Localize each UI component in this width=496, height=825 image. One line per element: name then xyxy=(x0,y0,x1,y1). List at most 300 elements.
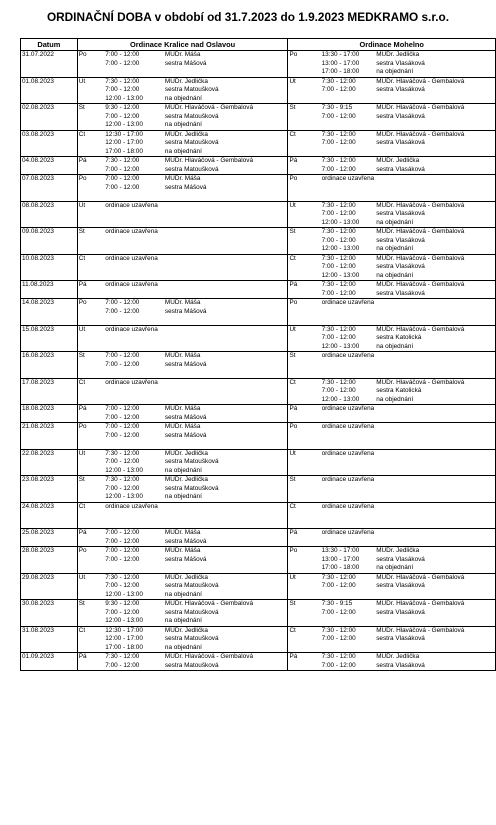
date-cell-line: 01.08.2023 xyxy=(22,77,54,85)
mohelno-staff-cell-line: sestra Vlasáková xyxy=(376,582,425,589)
mohelno-time-cell-line: ordinace uzavřena xyxy=(321,449,375,457)
kralice-staff-cell-line: sestra Mášová xyxy=(164,413,207,421)
kralice-staff-cell-line: sestra Matoušková xyxy=(164,582,219,589)
kralice-time-cell-line: 12:00 - 13:00 xyxy=(105,590,143,598)
mohelno-staff-cell xyxy=(375,573,495,600)
mohelno-time-cell xyxy=(321,201,376,228)
date-cell-line: 08.08.2023 xyxy=(22,201,54,209)
mohelno-time-cell-line: 12:00 - 13:00 xyxy=(321,342,360,350)
date-cell-line: 23.08.2023 xyxy=(22,476,54,483)
date-cell xyxy=(21,405,78,423)
mohelno-day-cell-line: Čt xyxy=(289,626,296,634)
mohelno-staff-cell-line: sestra Vlasáková xyxy=(376,263,425,270)
kralice-staff-cell-line: MUDr. Hlaváčová - Gembalová xyxy=(164,157,253,164)
kralice-time-cell-line: 7:00 - 12:00 xyxy=(105,458,140,465)
kralice-time-cell xyxy=(104,201,164,228)
mohelno-staff-cell-line xyxy=(376,405,494,414)
mohelno-staff-cell-line: MUDr. Hlaváčová - Gembalová xyxy=(376,281,465,288)
date-cell-line: 30.08.2023 xyxy=(22,600,54,607)
kralice-staff-cell-line: MUDr. Máša xyxy=(164,299,201,306)
kralice-time-cell xyxy=(104,104,164,131)
kralice-day-cell xyxy=(77,626,104,653)
kralice-time-cell-line: 7:00 - 12:00 xyxy=(105,537,140,545)
table-row xyxy=(21,547,496,574)
kralice-staff-cell xyxy=(164,405,288,423)
mohelno-staff-cell xyxy=(375,201,495,228)
table-row xyxy=(21,201,496,228)
mohelno-day-cell-line: Pá xyxy=(289,405,298,412)
kralice-day-cell xyxy=(77,281,104,299)
mohelno-staff-cell-line: sestra Vlasáková xyxy=(376,112,425,120)
mohelno-time-cell-line: 12:00 - 13:00 xyxy=(321,271,360,279)
kralice-time-cell-line: 7:00 - 12:00 xyxy=(105,59,140,67)
mohelno-staff-cell xyxy=(375,281,495,299)
mohelno-day-cell-line: St xyxy=(289,228,296,235)
table-row xyxy=(21,600,496,627)
kralice-day-cell-line: Čt xyxy=(78,130,86,138)
kralice-time-cell-line: 7:00 - 12:00 xyxy=(105,112,140,120)
kralice-time-cell xyxy=(104,228,164,255)
mohelno-time-cell-line: 7:30 - 12:00 xyxy=(321,325,356,333)
mohelno-staff-cell-line: sestra Vlasáková xyxy=(376,635,425,642)
kralice-time-cell xyxy=(104,476,164,503)
mohelno-day-cell-line: Čt xyxy=(289,378,296,386)
kralice-day-cell-line: St xyxy=(78,476,85,483)
mohelno-time-cell-line: 13:30 - 17:00 xyxy=(321,547,360,554)
mohelno-staff-cell-line: na objednání xyxy=(376,271,414,279)
mohelno-day-cell-line: Čt xyxy=(289,502,296,510)
mohelno-time-cell-line: ordinace uzavřena xyxy=(321,299,375,306)
kralice-staff-cell xyxy=(164,529,288,547)
kralice-day-cell-line: Čt xyxy=(78,254,86,262)
date-cell-line: 11.08.2023 xyxy=(22,281,54,288)
mohelno-time-cell-line: 7:00 - 12:00 xyxy=(321,139,356,146)
kralice-time-cell-line: 12:00 - 13:00 xyxy=(105,466,143,474)
table-row xyxy=(21,378,496,405)
kralice-staff-cell xyxy=(164,51,288,78)
mohelno-time-cell-line: 7:30 - 12:00 xyxy=(321,653,356,660)
kralice-day-cell xyxy=(77,529,104,547)
mohelno-staff-cell-line: MUDr. Hlaváčová - Gembalová xyxy=(376,378,465,386)
kralice-time-cell xyxy=(104,529,164,547)
mohelno-staff-cell xyxy=(375,299,495,326)
table-row xyxy=(21,51,496,78)
date-cell xyxy=(21,423,78,450)
date-cell xyxy=(21,352,78,379)
mohelno-day-cell-line: Út xyxy=(289,573,296,581)
kralice-day-cell-line: Pá xyxy=(78,653,87,660)
kralice-day-cell xyxy=(77,423,104,450)
kralice-day-cell-line: Po xyxy=(78,51,87,58)
date-cell-line: 29.08.2023 xyxy=(22,573,54,581)
kralice-day-cell xyxy=(77,130,104,157)
kralice-time-cell xyxy=(104,405,164,423)
mohelno-staff-cell-line: MUDr. Hlaváčová - Gembalová xyxy=(376,573,465,581)
kralice-staff-cell-line: MUDr. Máša xyxy=(164,529,201,536)
kralice-staff-cell-line: MUDr. Jedlička xyxy=(164,573,208,581)
kralice-staff-cell-line: na objednání xyxy=(164,643,202,651)
kralice-staff-cell xyxy=(164,502,288,529)
kralice-time-cell-line: 7:00 - 12:00 xyxy=(105,165,140,173)
kralice-staff-cell xyxy=(164,175,288,202)
mohelno-day-cell xyxy=(288,130,321,157)
schedule-body xyxy=(21,51,496,671)
kralice-time-cell-line: 7:00 - 12:00 xyxy=(105,555,140,563)
mohelno-time-cell xyxy=(321,626,376,653)
kralice-staff-cell-line: MUDr. Jedlička xyxy=(164,476,208,483)
date-cell xyxy=(21,201,78,228)
date-cell-line: 10.08.2023 xyxy=(22,254,54,262)
mohelno-staff-cell xyxy=(375,352,495,379)
kralice-day-cell xyxy=(77,325,104,352)
mohelno-staff-cell-line: sestra Vlasáková xyxy=(376,661,425,669)
mohelno-day-cell xyxy=(288,104,321,131)
kralice-time-cell-line: 7:00 - 12:00 xyxy=(105,484,140,492)
mohelno-staff-cell-line: na objednání xyxy=(376,564,414,571)
kralice-day-cell xyxy=(77,77,104,104)
kralice-staff-cell-line: sestra Matoušková xyxy=(164,608,219,616)
kralice-staff-cell xyxy=(164,378,288,405)
table-row xyxy=(21,529,496,547)
kralice-staff-cell-line: na objednání xyxy=(164,617,202,624)
mohelno-day-cell xyxy=(288,201,321,228)
kralice-day-cell-line: Út xyxy=(78,325,86,333)
table-row xyxy=(21,281,496,299)
mohelno-time-cell xyxy=(321,547,376,574)
mohelno-time-cell xyxy=(321,529,376,547)
mohelno-day-cell-line: Po xyxy=(289,423,298,430)
date-cell xyxy=(21,254,78,281)
mohelno-time-cell-line: 7:30 - 12:00 xyxy=(321,626,356,634)
mohelno-time-cell-line: 12:00 - 13:00 xyxy=(321,218,360,226)
mohelno-time-cell xyxy=(321,157,376,175)
date-cell-line: 07.08.2023 xyxy=(22,175,54,182)
kralice-staff-cell xyxy=(164,254,288,281)
mohelno-time-cell xyxy=(321,130,376,157)
mohelno-day-cell xyxy=(288,51,321,78)
kralice-time-cell-line: ordinace uzavřena xyxy=(105,502,158,510)
kralice-time-cell xyxy=(104,626,164,653)
mohelno-day-cell xyxy=(288,600,321,627)
table-row xyxy=(21,423,496,450)
mohelno-staff-cell xyxy=(375,104,495,131)
kralice-staff-cell-line: sestra Mášová xyxy=(164,183,207,191)
kralice-day-cell-line: St xyxy=(78,352,85,359)
mohelno-staff-cell xyxy=(375,653,495,671)
kralice-staff-cell-line xyxy=(165,326,287,335)
mohelno-time-cell-line: 7:30 - 12:00 xyxy=(321,157,356,164)
mohelno-day-cell-line: Pá xyxy=(289,529,298,536)
mohelno-time-cell-line: 7:00 - 12:00 xyxy=(321,236,356,244)
kralice-staff-cell-line: sestra Mášová xyxy=(164,360,207,368)
mohelno-staff-cell xyxy=(375,502,495,529)
mohelno-time-cell-line: 13:30 - 17:00 xyxy=(321,51,360,58)
mohelno-staff-cell-line: MUDr. Jedlička xyxy=(376,51,420,58)
mohelno-day-cell-line: St xyxy=(289,352,296,359)
kralice-day-cell xyxy=(77,228,104,255)
mohelno-day-cell xyxy=(288,405,321,423)
mohelno-staff-cell-line: sestra Vlasáková xyxy=(376,555,425,563)
kralice-staff-cell-line: MUDr. Máša xyxy=(164,352,201,359)
kralice-time-cell-line: 9:30 - 12:00 xyxy=(105,104,140,111)
mohelno-staff-cell xyxy=(375,600,495,627)
kralice-staff-cell-line: MUDr. Máša xyxy=(164,405,201,412)
mohelno-day-cell xyxy=(288,378,321,405)
mohelno-staff-cell-line xyxy=(376,503,494,512)
mohelno-staff-cell xyxy=(375,378,495,405)
mohelno-day-cell xyxy=(288,325,321,352)
kralice-staff-cell xyxy=(164,228,288,255)
mohelno-staff-cell-line xyxy=(376,175,494,184)
kralice-staff-cell xyxy=(164,352,288,379)
kralice-day-cell xyxy=(77,299,104,326)
table-row xyxy=(21,449,496,476)
kralice-staff-cell-line xyxy=(165,255,287,264)
kralice-time-cell-line: 7:00 - 12:00 xyxy=(105,547,140,554)
mohelno-staff-cell-line xyxy=(376,529,494,538)
kralice-day-cell xyxy=(77,175,104,202)
mohelno-staff-cell-line: MUDr. Hlaváčová - Gembalová xyxy=(376,600,465,607)
kralice-day-cell-line: Út xyxy=(78,77,86,85)
mohelno-time-cell-line: 7:00 - 12:00 xyxy=(321,387,356,394)
mohelno-day-cell xyxy=(288,254,321,281)
mohelno-time-cell-line: 7:30 - 12:00 xyxy=(321,228,356,235)
kralice-staff-cell xyxy=(164,653,288,671)
mohelno-day-cell-line: Út xyxy=(289,77,296,85)
kralice-staff-cell-line: sestra Matoušková xyxy=(164,139,219,146)
kralice-day-cell-line: Čt xyxy=(78,378,86,386)
kralice-time-cell-line: 12:00 - 13:00 xyxy=(105,121,143,128)
date-cell xyxy=(21,626,78,653)
kralice-time-cell xyxy=(104,254,164,281)
header-kralice: Ordinace Kralice nad Oslavou xyxy=(77,39,288,51)
date-cell xyxy=(21,502,78,529)
table-row xyxy=(21,228,496,255)
mohelno-day-cell xyxy=(288,228,321,255)
kralice-time-cell-line: 9:30 - 12:00 xyxy=(105,600,140,607)
kralice-day-cell xyxy=(77,653,104,671)
kralice-day-cell-line: Pá xyxy=(78,529,87,536)
mohelno-staff-cell-line xyxy=(376,352,494,361)
date-cell-line: 14.08.2023 xyxy=(22,299,54,306)
mohelno-staff-cell xyxy=(375,51,495,78)
mohelno-day-cell-line: St xyxy=(289,600,296,607)
kralice-time-cell xyxy=(104,653,164,671)
mohelno-staff-cell-line: sestra Vlasáková xyxy=(376,608,425,616)
date-cell-line: 09.08.2023 xyxy=(22,228,54,235)
mohelno-staff-cell-line: sestra Katolická xyxy=(376,334,422,341)
kralice-time-cell-line: ordinace uzavřena xyxy=(105,201,158,209)
mohelno-time-cell-line: 12:00 - 13:00 xyxy=(321,245,360,252)
kralice-time-cell-line: 7:00 - 12:00 xyxy=(105,661,140,669)
kralice-day-cell xyxy=(77,502,104,529)
mohelno-time-cell xyxy=(321,51,376,78)
kralice-time-cell-line: 7:30 - 12:00 xyxy=(105,157,140,164)
kralice-staff-cell-line: na objednání xyxy=(164,121,202,128)
mohelno-staff-cell-line xyxy=(376,450,494,459)
mohelno-time-cell xyxy=(321,77,376,104)
date-cell-line: 18.08.2023 xyxy=(22,405,54,412)
kralice-time-cell-line: 7:30 - 12:00 xyxy=(105,77,140,85)
kralice-day-cell-line: Pá xyxy=(78,405,87,412)
date-cell-line: 25.08.2023 xyxy=(22,529,54,536)
kralice-day-cell xyxy=(77,573,104,600)
kralice-staff-cell xyxy=(164,449,288,476)
kralice-staff-cell-line: MUDr. Jedlička xyxy=(164,77,208,85)
kralice-time-cell-line: 7:30 - 12:00 xyxy=(105,573,140,581)
kralice-staff-cell-line xyxy=(165,281,287,290)
mohelno-time-cell xyxy=(321,405,376,423)
kralice-time-cell-line: ordinace uzavřena xyxy=(105,378,158,386)
mohelno-day-cell-line: Pá xyxy=(289,653,298,660)
mohelno-day-cell-line: Út xyxy=(289,449,296,457)
kralice-day-cell xyxy=(77,476,104,503)
date-cell-line: 16.08.2023 xyxy=(22,352,54,359)
kralice-day-cell xyxy=(77,449,104,476)
mohelno-time-cell xyxy=(321,502,376,529)
mohelno-staff-cell xyxy=(375,157,495,175)
mohelno-time-cell xyxy=(321,104,376,131)
mohelno-day-cell xyxy=(288,573,321,600)
kralice-time-cell-line: 7:30 - 12:00 xyxy=(105,449,140,457)
kralice-staff-cell xyxy=(164,476,288,503)
mohelno-time-cell-line: ordinace uzavřena xyxy=(321,405,375,412)
mohelno-staff-cell-line: MUDr. Jedlička xyxy=(376,157,420,164)
kralice-time-cell-line: 7:00 - 12:00 xyxy=(105,183,140,191)
kralice-staff-cell-line xyxy=(165,228,287,237)
page-title: ORDINAČNÍ DOBA v období od 31.7.2023 do 1.9.2023 MEDKRAMO s.r.o. xyxy=(46,10,450,24)
kralice-day-cell-line: St xyxy=(78,228,85,235)
kralice-time-cell xyxy=(104,77,164,104)
mohelno-day-cell xyxy=(288,529,321,547)
kralice-time-cell-line: 7:30 - 12:00 xyxy=(105,476,140,483)
kralice-staff-cell xyxy=(164,281,288,299)
mohelno-staff-cell-line xyxy=(376,299,494,308)
kralice-time-cell xyxy=(104,378,164,405)
kralice-staff-cell-line: sestra Matoušková xyxy=(164,635,219,642)
mohelno-time-cell-line: 7:00 - 12:00 xyxy=(321,661,356,669)
date-cell-line: 15.08.2023 xyxy=(22,325,54,333)
mohelno-time-cell-line: 13:00 - 17:00 xyxy=(321,59,360,67)
kralice-staff-cell xyxy=(164,325,288,352)
mohelno-time-cell xyxy=(321,352,376,379)
kralice-time-cell-line: 7:00 - 12:00 xyxy=(105,529,140,536)
kralice-time-cell-line: 7:00 - 12:00 xyxy=(105,307,140,315)
kralice-time-cell-line: 12:00 - 13:00 xyxy=(105,493,143,500)
mohelno-day-cell-line: Po xyxy=(289,51,298,58)
kralice-time-cell-line: ordinace uzavřena xyxy=(105,254,158,262)
date-cell xyxy=(21,547,78,574)
kralice-time-cell-line: 12:30 - 17:00 xyxy=(105,130,143,138)
mohelno-time-cell xyxy=(321,653,376,671)
mohelno-day-cell-line: Út xyxy=(289,201,296,209)
table-row xyxy=(21,573,496,600)
kralice-time-cell xyxy=(104,423,164,450)
date-cell-line: 01.09.2023 xyxy=(22,653,54,660)
mohelno-time-cell-line: ordinace uzavřena xyxy=(321,476,375,483)
mohelno-time-cell-line: 17:00 - 18:00 xyxy=(321,68,360,75)
mohelno-staff-cell-line: MUDr. Hlaváčová - Gembalová xyxy=(376,325,465,333)
kralice-staff-cell-line: MUDr. Hlaváčová - Gembalová xyxy=(164,600,253,607)
table-row xyxy=(21,104,496,131)
mohelno-day-cell xyxy=(288,423,321,450)
kralice-day-cell xyxy=(77,157,104,175)
kralice-time-cell xyxy=(104,573,164,600)
kralice-staff-cell xyxy=(164,547,288,574)
kralice-time-cell-line: ordinace uzavřena xyxy=(105,228,158,235)
date-cell-line: 22.08.2023 xyxy=(22,449,54,457)
mohelno-day-cell xyxy=(288,626,321,653)
mohelno-day-cell xyxy=(288,77,321,104)
mohelno-day-cell-line: St xyxy=(289,476,296,483)
table-row xyxy=(21,352,496,379)
mohelno-staff-cell-line: MUDr. Hlaváčová - Gembalová xyxy=(376,228,465,235)
mohelno-time-cell-line: 7:00 - 12:00 xyxy=(321,635,356,642)
kralice-time-cell-line: 7:00 - 12:00 xyxy=(105,413,140,421)
date-cell xyxy=(21,476,78,503)
kralice-time-cell-line: 7:00 - 12:00 xyxy=(105,582,140,589)
date-cell xyxy=(21,378,78,405)
kralice-day-cell-line: Po xyxy=(78,423,87,430)
mohelno-day-cell-line: Po xyxy=(289,299,298,306)
date-cell-line: 21.08.2023 xyxy=(22,423,54,430)
mohelno-staff-cell xyxy=(375,476,495,503)
mohelno-time-cell xyxy=(321,228,376,255)
mohelno-day-cell-line: Pá xyxy=(289,281,298,288)
kralice-day-cell xyxy=(77,378,104,405)
kralice-time-cell xyxy=(104,130,164,157)
mohelno-time-cell-line: 7:30 - 12:00 xyxy=(321,130,356,138)
mohelno-day-cell xyxy=(288,502,321,529)
kralice-staff-cell-line: MUDr. Máša xyxy=(164,51,201,58)
mohelno-staff-cell-line: MUDr. Hlaváčová - Gembalová xyxy=(376,201,465,209)
date-cell-line: 17.08.2023 xyxy=(22,378,54,386)
mohelno-time-cell-line: 7:00 - 12:00 xyxy=(321,263,356,270)
kralice-time-cell xyxy=(104,502,164,529)
kralice-staff-cell xyxy=(164,130,288,157)
kralice-time-cell xyxy=(104,157,164,175)
kralice-time-cell-line: ordinace uzavřena xyxy=(105,325,158,333)
mohelno-day-cell xyxy=(288,281,321,299)
table-row xyxy=(21,254,496,281)
kralice-staff-cell-line: MUDr. Hlaváčová - Gembalová xyxy=(164,653,253,660)
kralice-staff-cell-line: na objednání xyxy=(164,466,202,474)
kralice-day-cell xyxy=(77,547,104,574)
date-cell xyxy=(21,175,78,202)
mohelno-time-cell-line: 12:00 - 13:00 xyxy=(321,395,360,403)
kralice-staff-cell-line: na objednání xyxy=(164,493,202,500)
mohelno-day-cell xyxy=(288,449,321,476)
kralice-day-cell-line: Pá xyxy=(78,281,87,288)
kralice-day-cell xyxy=(77,254,104,281)
table-row xyxy=(21,653,496,671)
date-cell xyxy=(21,228,78,255)
date-cell xyxy=(21,600,78,627)
kralice-time-cell-line: 12:00 - 17:00 xyxy=(105,139,143,146)
kralice-day-cell xyxy=(77,600,104,627)
kralice-time-cell xyxy=(104,352,164,379)
kralice-time-cell-line: 7:00 - 12:00 xyxy=(105,299,140,306)
mohelno-staff-cell-line: MUDr. Hlaváčová - Gembalová xyxy=(376,254,465,262)
mohelno-staff-cell xyxy=(375,228,495,255)
mohelno-time-cell-line: 7:30 - 9:15 xyxy=(321,104,353,111)
mohelno-time-cell xyxy=(321,423,376,450)
mohelno-day-cell xyxy=(288,352,321,379)
kralice-staff-cell-line: MUDr. Jedlička xyxy=(164,130,208,138)
kralice-time-cell-line: 7:00 - 12:00 xyxy=(105,86,140,93)
kralice-day-cell-line: Pá xyxy=(78,157,87,164)
table-row xyxy=(21,157,496,175)
